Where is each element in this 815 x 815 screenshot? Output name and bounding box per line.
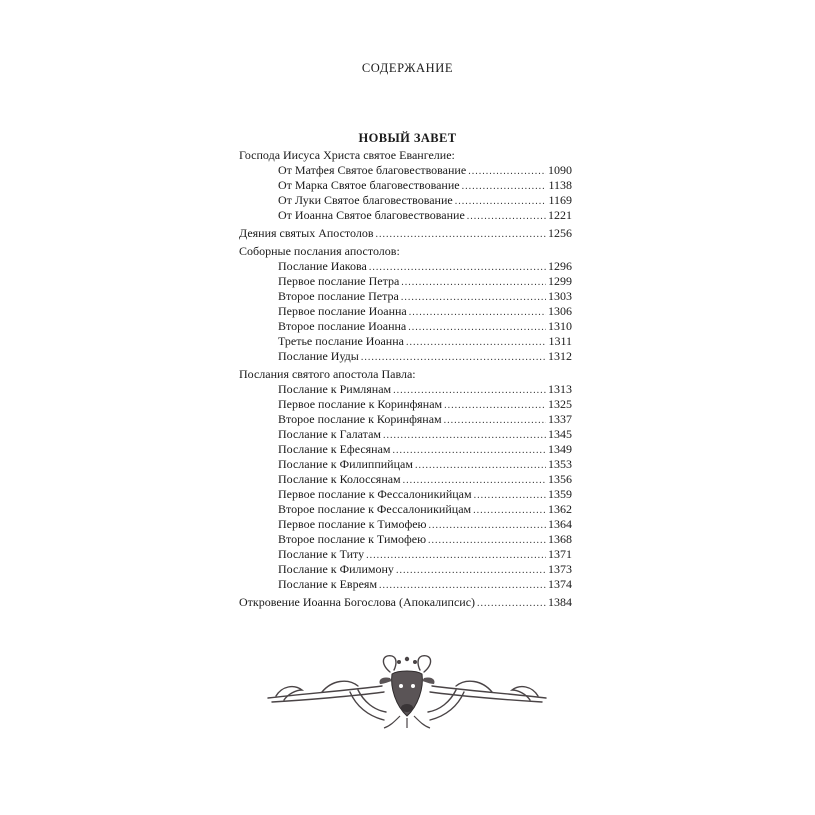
entry-title: Первое послание Иоанна (278, 304, 407, 318)
entry-title: Послание к Титу (278, 547, 365, 561)
entry-page: 1373 (548, 562, 572, 576)
entry-page: 1362 (548, 502, 572, 516)
toc-entry[interactable] (239, 457, 572, 472)
leader-dots (429, 518, 546, 533)
pauline-epistles-group (239, 367, 572, 592)
leader-dots (474, 488, 546, 503)
toc-entry[interactable] (239, 289, 572, 304)
leader-dots (379, 578, 546, 593)
toc-entry[interactable] (239, 442, 572, 457)
entry-page: 1299 (548, 274, 572, 288)
toc-entry[interactable] (239, 397, 572, 412)
toc-entry[interactable] (239, 304, 572, 319)
leader-dots (408, 320, 546, 335)
leader-dots (376, 227, 547, 242)
entry-page: 1325 (548, 397, 572, 411)
toc-entry[interactable] (239, 274, 572, 289)
leader-dots (428, 533, 546, 548)
section-heading: НОВЫЙ ЗАВЕТ (358, 131, 457, 145)
entry-page: 1256 (548, 226, 572, 240)
entry-page: 1384 (548, 595, 572, 609)
toc-entry[interactable] (239, 319, 572, 334)
leader-dots (361, 350, 546, 365)
entry-title: Послание к Колоссянам (278, 472, 401, 486)
entry-page: 1353 (548, 457, 572, 471)
leader-dots (393, 443, 546, 458)
leader-dots (369, 260, 546, 275)
entry-page: 1221 (548, 208, 572, 222)
entry-title: Первое послание к Фессалоникийцам (278, 487, 472, 501)
toc-entry[interactable] (239, 547, 572, 562)
toc-entry[interactable] (239, 427, 572, 442)
entry-page: 1311 (548, 334, 572, 348)
leader-dots (467, 209, 546, 224)
toc-entry[interactable] (239, 208, 572, 223)
entry-page: 1303 (548, 289, 572, 303)
entry-title: Послание к Филимону (278, 562, 394, 576)
entry-title: Первое послание к Тимофею (278, 517, 427, 531)
entry-page: 1169 (548, 193, 572, 207)
toc-entry[interactable] (239, 532, 572, 547)
entry-title: Первое послание к Коринфянам (278, 397, 443, 411)
toc-entry[interactable] (239, 334, 572, 349)
leader-dots (444, 413, 546, 428)
table-of-contents (239, 148, 572, 610)
toc-entry[interactable] (239, 502, 572, 517)
entry-title: Второе послание к Фессалоникийцам (278, 502, 472, 516)
entry-title: Второе послание Петра (278, 289, 399, 303)
catholic-epistles-group (239, 244, 572, 364)
toc-entry[interactable] (239, 517, 572, 532)
entry-page: 1312 (548, 349, 572, 363)
leader-dots (473, 503, 546, 518)
toc-entry-acts[interactable] (239, 226, 572, 241)
entry-title: Откровение Иоанна Богослова (Апокалипсис) (239, 595, 476, 609)
entry-title: Послание к Галатам (278, 427, 381, 441)
entry-page: 1371 (548, 547, 572, 561)
toc-entry[interactable] (239, 382, 572, 397)
entry-title: От Иоанна Святое благовествование (278, 208, 465, 222)
toc-entry[interactable] (239, 178, 572, 193)
group-heading: Соборные послания апостолов: (239, 244, 400, 258)
entry-title: Послание Иакова (278, 259, 367, 273)
entry-title: От Марка Святое благовествование (278, 178, 460, 192)
entry-title: Первое послание Петра (278, 274, 400, 288)
entry-page: 1349 (548, 442, 572, 456)
leader-dots (366, 548, 546, 563)
entry-page: 1296 (548, 259, 572, 273)
leader-dots (403, 473, 546, 488)
toc-entry-revelation[interactable] (239, 595, 572, 610)
gospels-group (239, 148, 572, 223)
leader-dots (415, 458, 546, 473)
leader-dots (468, 164, 546, 179)
entry-title: От Матфея Святое благовествование (278, 163, 467, 177)
entry-title: Деяния святых Апостолов (239, 226, 374, 240)
ox-head-ornament-icon (262, 650, 552, 730)
entry-title: Послание к Ефесянам (278, 442, 391, 456)
entry-title: Послание к Филиппийцам (278, 457, 413, 471)
toc-entry[interactable] (239, 562, 572, 577)
leader-dots (383, 428, 546, 443)
leader-dots (409, 305, 546, 320)
leader-dots (444, 398, 546, 413)
entry-title: Второе послание к Тимофею (278, 532, 427, 546)
leader-dots (401, 290, 546, 305)
toc-entry[interactable] (239, 487, 572, 502)
toc-entry[interactable] (239, 412, 572, 427)
entry-title: Послание к Римлянам (278, 382, 392, 396)
page-title: СОДЕРЖАНИЕ (361, 61, 454, 75)
leader-dots (455, 194, 547, 209)
entry-page: 1138 (548, 178, 572, 192)
toc-entry[interactable] (239, 577, 572, 592)
toc-entry[interactable] (239, 193, 572, 208)
entry-page: 1306 (548, 304, 572, 318)
toc-entry[interactable] (239, 163, 572, 178)
group-heading: Послания святого апостола Павла: (239, 367, 416, 381)
entry-page: 1374 (548, 577, 572, 591)
leader-dots (393, 383, 546, 398)
entry-page: 1345 (548, 427, 572, 441)
toc-entry[interactable] (239, 472, 572, 487)
leader-dots (462, 179, 547, 194)
entry-page: 1090 (548, 163, 572, 177)
leader-dots (406, 335, 547, 350)
leader-dots (401, 275, 546, 290)
entry-title: Второе послание к Коринфянам (278, 412, 442, 426)
entry-title: Второе послание Иоанна (278, 319, 407, 333)
entry-page: 1310 (548, 319, 572, 333)
toc-entry[interactable] (239, 349, 572, 364)
entry-page: 1359 (548, 487, 572, 501)
leader-dots (477, 596, 546, 611)
leader-dots (396, 563, 546, 578)
entry-page: 1356 (548, 472, 572, 486)
group-heading: Господа Иисуса Христа святое Евангелие: (239, 148, 455, 162)
entry-page: 1364 (548, 517, 572, 531)
toc-entry[interactable] (239, 259, 572, 274)
entry-title: Третье послание Иоанна (278, 334, 404, 348)
entry-title: Послание к Евреям (278, 577, 378, 591)
entry-title: Послание Иуды (278, 349, 359, 363)
entry-page: 1313 (548, 382, 572, 396)
entry-page: 1337 (548, 412, 572, 426)
entry-page: 1368 (548, 532, 572, 546)
entry-title: От Луки Святое благовествование (278, 193, 453, 207)
